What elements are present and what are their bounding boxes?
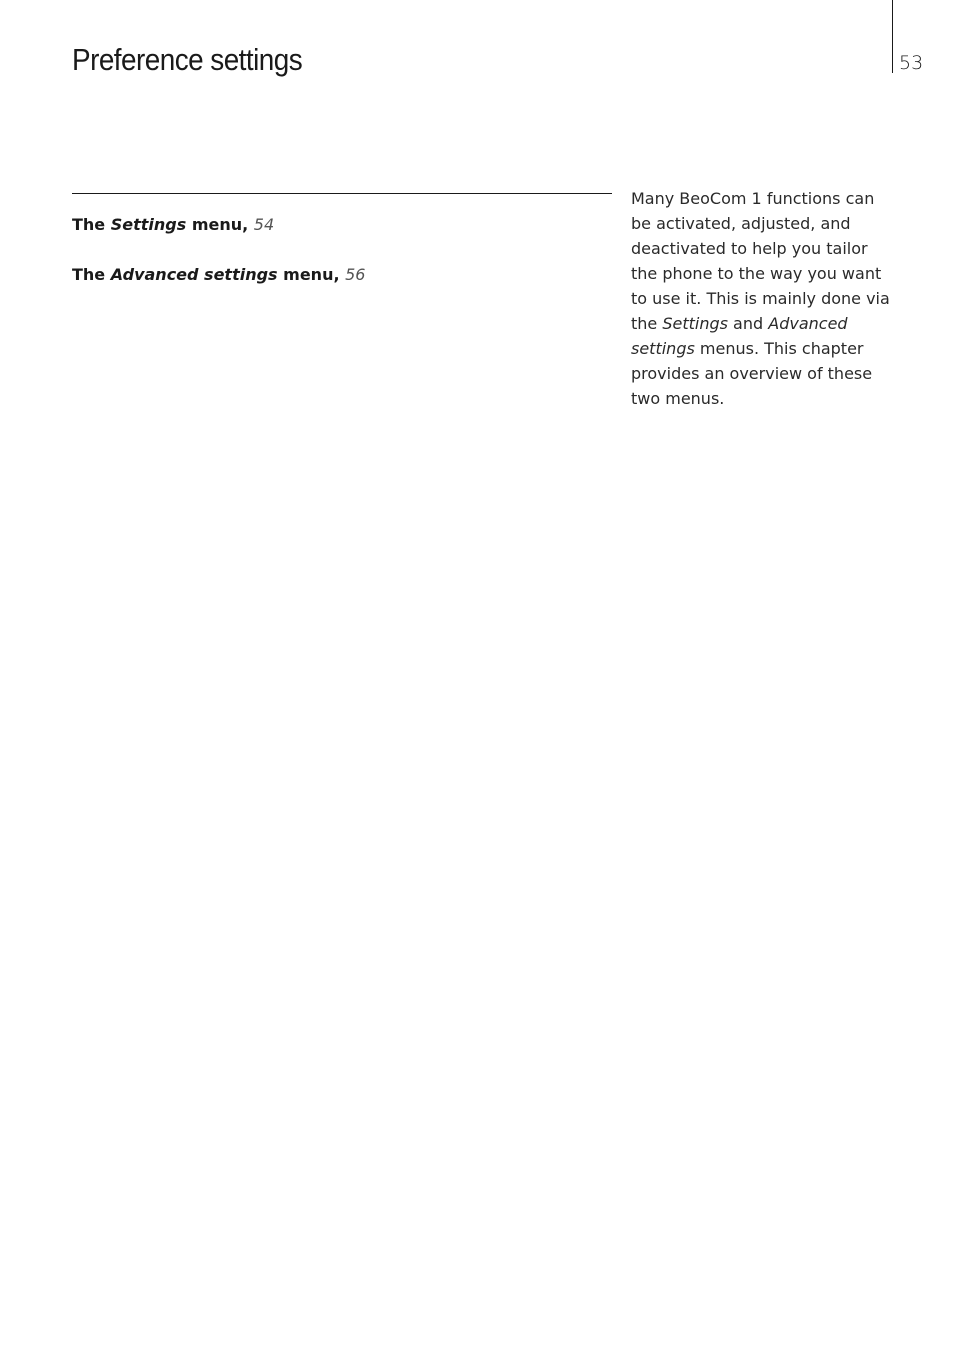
contents-item-suffix: menu, xyxy=(186,215,254,234)
contents-item-name: Advanced settings xyxy=(110,265,278,284)
page-number-divider xyxy=(892,0,893,73)
intro-paragraph xyxy=(631,186,896,411)
contents-item-prefix: The xyxy=(72,265,111,284)
page-title: Preference settings xyxy=(72,42,303,77)
contents-item-advanced-settings-menu[interactable] xyxy=(72,262,365,287)
contents-item-settings-menu[interactable] xyxy=(72,212,365,237)
page-number: 53 xyxy=(899,52,924,74)
contents-item-suffix: menu, xyxy=(277,265,346,284)
intro-text: Many BeoCom 1 functions can be activated, adjusted, and deactivated to help you tailor the phone to the way you want to use it. This is mainly done via the xyxy=(631,189,890,333)
contents-item-page: 54 xyxy=(253,215,275,234)
contents-item-name: Settings xyxy=(110,215,187,234)
intro-emphasis-advanced-settings: Advanced settings xyxy=(631,314,848,358)
contents-divider xyxy=(72,193,612,194)
contents-item-prefix: The xyxy=(72,215,111,234)
intro-emphasis-settings: Settings xyxy=(662,314,728,333)
intro-text: menus. This chapter provides an overview of these two menus. xyxy=(631,339,873,408)
contents-item-page: 56 xyxy=(345,265,366,284)
contents-list xyxy=(72,212,365,312)
intro-text: and xyxy=(727,314,769,333)
